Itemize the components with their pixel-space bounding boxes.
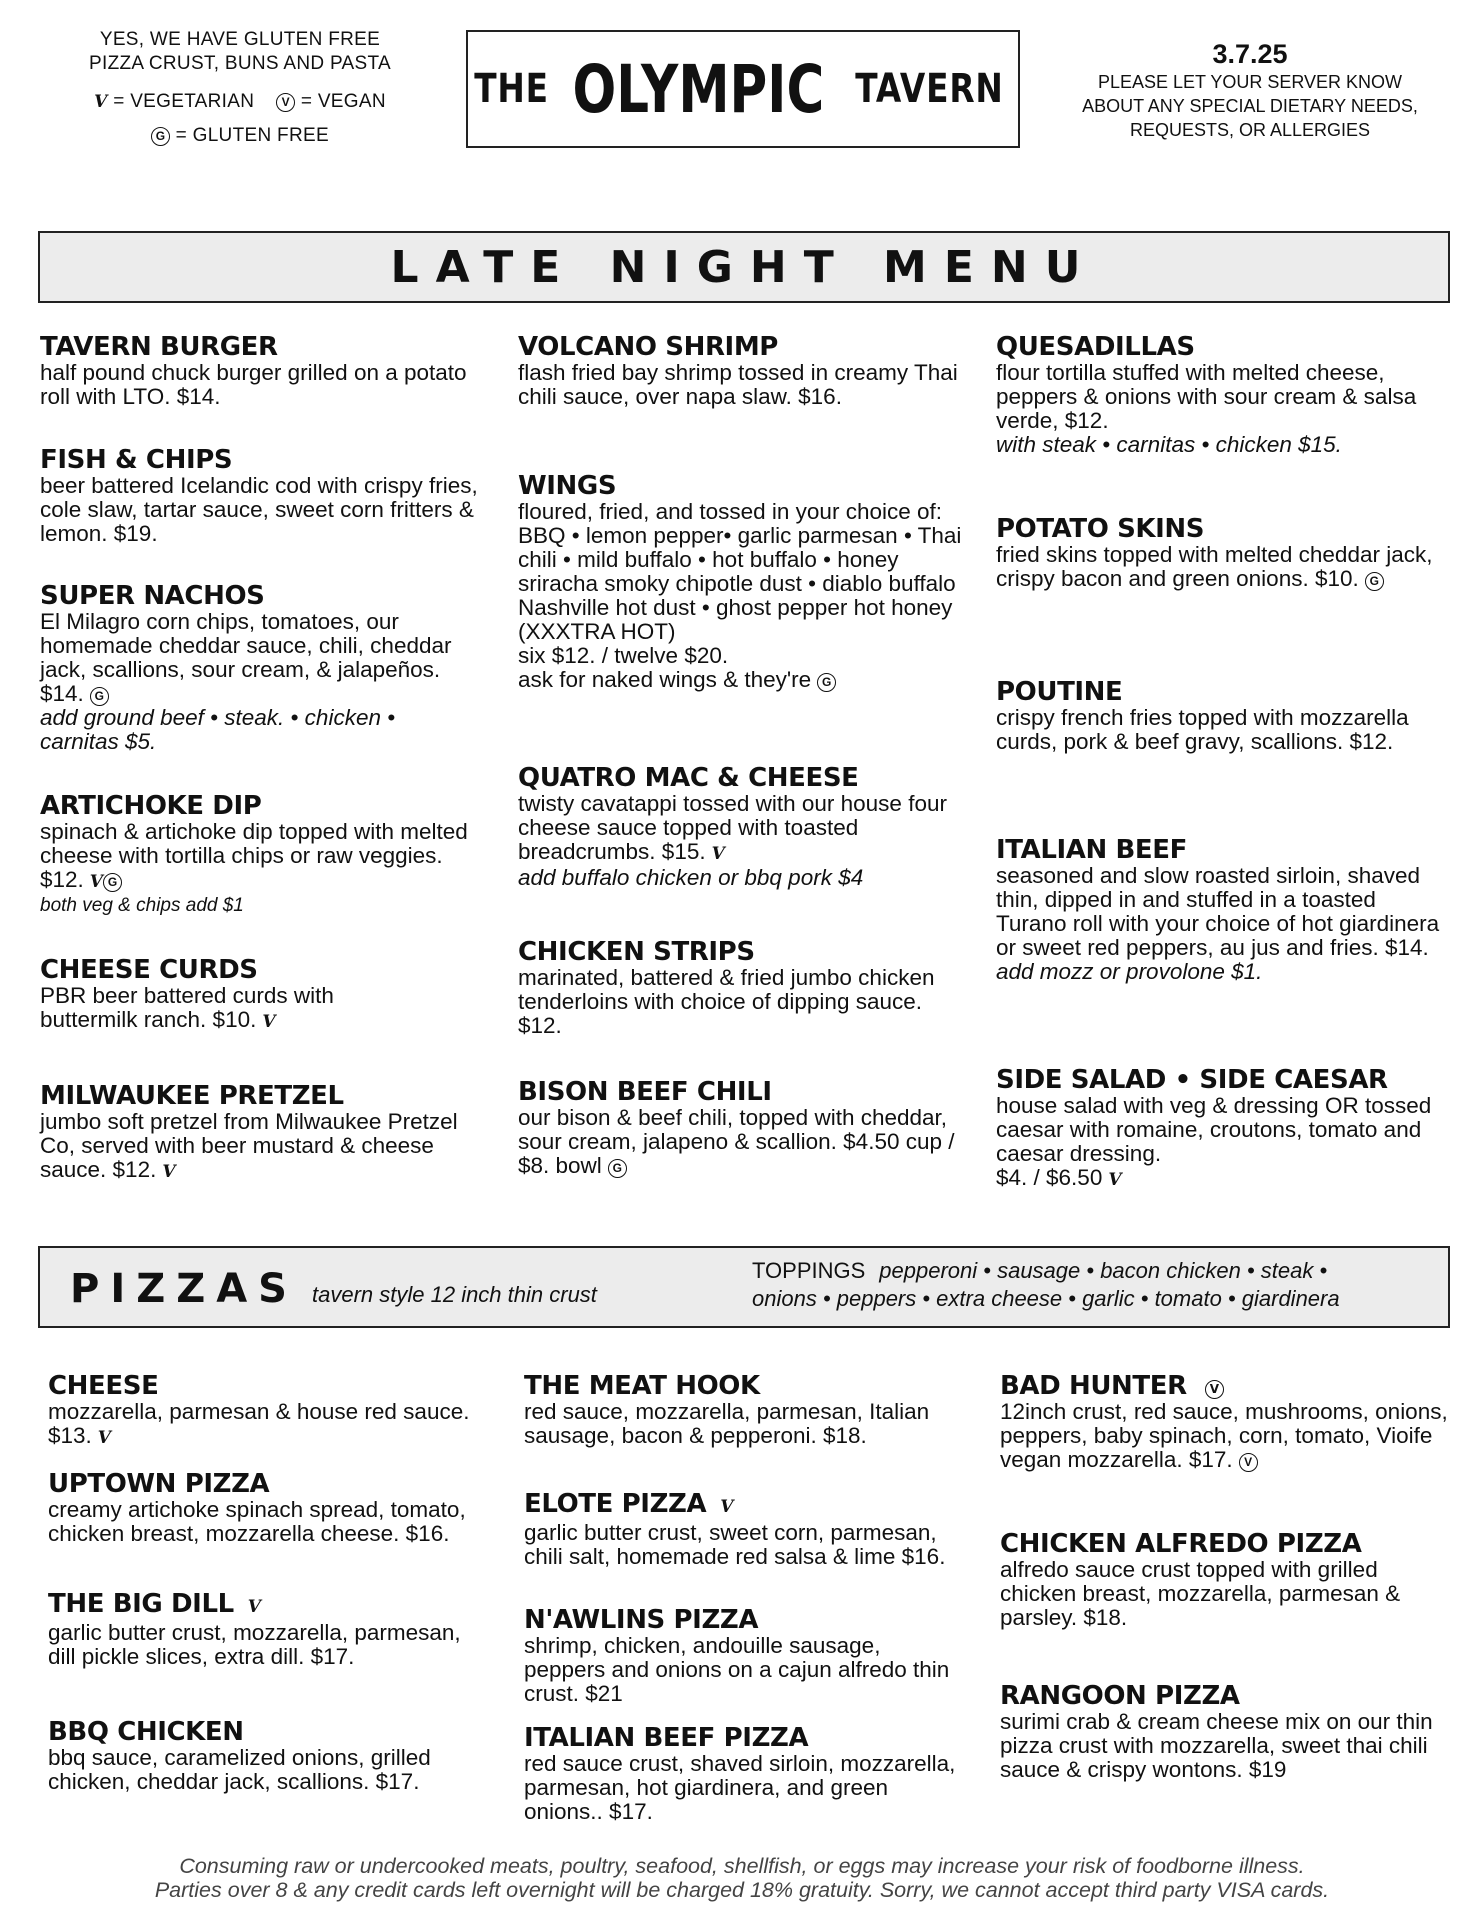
vegetarian-icon: V — [262, 1012, 276, 1032]
menu-item-side-salad — [996, 1066, 1446, 1192]
menu-item-quatro-mac-cheese — [518, 764, 978, 890]
item-name: SUPER NACHOS — [40, 581, 265, 611]
logo-olympic: OLYMPIC — [572, 50, 824, 128]
menu-item-chicken-strips — [518, 938, 958, 1038]
vegetarian-icon: V — [711, 844, 725, 864]
vegetarian-icon: V — [89, 872, 103, 892]
item-name: VOLCANO SHRIMP — [518, 332, 778, 362]
vegetarian-icon: V — [247, 1597, 261, 1617]
item-name: ITALIAN BEEF PIZZA — [524, 1723, 809, 1753]
item-name: ITALIAN BEEF — [996, 835, 1187, 865]
gluten-free-icon: G — [103, 873, 122, 892]
vegan-icon: V — [276, 93, 295, 112]
item-note: add ground beef • steak. • chicken • carnitas $5. — [40, 705, 396, 754]
item-name: CHEESE CURDS — [40, 955, 258, 985]
late-night-banner — [38, 231, 1450, 303]
item-desc: PBR beer battered curds with buttermilk ranch. $10. V — [40, 983, 334, 1032]
pizza-elote — [524, 1490, 964, 1569]
item-desc: our bison & beef chili, topped with cheddar, sour cream, jalapeno & scallion. $4.50 cup / $8. bowl G — [518, 1105, 955, 1178]
item-name: MILWAUKEE PRETZEL — [40, 1081, 344, 1111]
item-desc: flash fried bay shrimp tossed in creamy Thai chili sauce, over napa slaw. $16. — [518, 360, 958, 409]
vegetarian-icon: V — [162, 1162, 176, 1182]
item-desc: beer battered Icelandic cod with crispy fries, cole slaw, tartar sauce, sweet corn fritters & lemon. $19. — [40, 473, 478, 546]
notice-line-2: ABOUT ANY SPECIAL DIETARY NEEDS, — [1082, 96, 1418, 116]
item-desc: floured, fried, and tossed in your choice of: BBQ • lemon pepper• garlic parmesan • Thai chili • mild buffalo • hot buffalo • honey sriracha smoky chipotle dust • diablo buffalo Nashville hot dust • ghost pepper hot honey (XXXTRA HOT) — [518, 499, 962, 644]
item-desc: El Milagro corn chips, tomatoes, our homemade cheddar sauce, chili, cheddar jack, scallions, sour cream, & jalapeños. $14. G — [40, 609, 452, 706]
gluten-free-icon: G — [608, 1159, 627, 1178]
item-desc: mozzarella, parmesan & house red sauce. $13. V — [48, 1399, 470, 1448]
item-name: WINGS — [518, 471, 617, 501]
item-name: QUATRO MAC & CHEESE — [518, 763, 859, 793]
gluten-free-line-1: YES, WE HAVE GLUTEN FREE — [99, 29, 381, 50]
item-name: SIDE SALAD • SIDE CAESAR — [996, 1065, 1388, 1095]
item-desc: twisty cavatappi tossed with our house four cheese sauce topped with toasted breadcrumbs. $15. V — [518, 791, 947, 864]
pizzas-title: PIZZAS — [70, 1266, 298, 1312]
item-note: with steak • carnitas • chicken $15. — [996, 432, 1342, 457]
pizza-the-big-dill — [48, 1590, 488, 1669]
item-price: six $12. / twelve $20. — [518, 643, 729, 668]
restaurant-logo — [466, 30, 1020, 148]
item-name: THE MEAT HOOK — [524, 1371, 760, 1401]
toppings-list-1: pepperoni • sausage • bacon chicken • steak • — [879, 1258, 1328, 1283]
item-name: BBQ CHICKEN — [48, 1717, 244, 1747]
pizza-italian-beef — [524, 1724, 964, 1824]
menu-footer — [60, 1854, 1424, 1902]
vegetarian-icon: V — [1108, 1170, 1122, 1190]
pizza-uptown — [48, 1470, 488, 1546]
pizza-chicken-alfredo — [1000, 1530, 1450, 1630]
pizza-the-meat-hook — [524, 1372, 964, 1448]
menu-item-poutine — [996, 678, 1436, 754]
vegan-icon: V — [1239, 1453, 1258, 1472]
item-name: RANGOON PIZZA — [1000, 1681, 1240, 1711]
menu-date: 3.7.25 — [1212, 39, 1288, 69]
notice-line-3: REQUESTS, OR ALLERGIES — [1129, 120, 1371, 140]
pizzas-subtitle: tavern style 12 inch thin crust — [312, 1282, 597, 1307]
item-price: $4. / $6.50 V — [996, 1165, 1122, 1190]
menu-item-bison-beef-chili — [518, 1078, 958, 1178]
pizzas-banner — [38, 1246, 1450, 1328]
item-name: TAVERN BURGER — [40, 332, 278, 362]
item-note: add mozz or provolone $1. — [996, 959, 1263, 984]
vegan-icon: V — [1205, 1380, 1224, 1399]
item-note: ask for naked wings & they're G — [518, 668, 968, 692]
menu-item-wings — [518, 472, 968, 692]
logo-the: THE — [473, 66, 549, 112]
item-name: BAD HUNTER V — [1000, 1372, 1450, 1400]
notice-line-1: PLEASE LET YOUR SERVER KNOW — [1097, 72, 1403, 92]
item-desc: creamy artichoke spinach spread, tomato, chicken breast, mozzarella cheese. $16. — [48, 1497, 466, 1546]
pizza-toppings — [752, 1257, 1442, 1313]
logo-tavern: TAVERN — [855, 66, 1005, 112]
item-desc: shrimp, chicken, andouille sausage, peppers and onions on a cajun alfredo thin crust. $21 — [524, 1633, 950, 1706]
dietary-info-block — [60, 28, 420, 148]
menu-item-volcano-shrimp — [518, 333, 958, 409]
item-desc: garlic butter crust, mozzarella, parmesan, dill pickle slices, extra dill. $17. — [48, 1620, 461, 1669]
item-name: POTATO SKINS — [996, 514, 1205, 544]
menu-item-super-nachos — [40, 582, 480, 754]
item-name: QUESADILLAS — [996, 332, 1195, 362]
gluten-free-icon: G — [817, 673, 836, 692]
item-name: POUTINE — [996, 677, 1123, 707]
vegetarian-icon: V — [97, 1428, 111, 1448]
menu-item-milwaukee-pretzel — [40, 1082, 486, 1184]
toppings-list-2: onions • peppers • extra cheese • garlic • tomato • giardinera — [752, 1286, 1340, 1311]
item-desc: crispy french fries topped with mozzarella curds, pork & beef gravy, scallions. $12. — [996, 705, 1409, 754]
item-desc: spinach & artichoke dip topped with melted cheese with tortilla chips or raw veggies. $12. V G — [40, 819, 468, 892]
food-safety-notice: Consuming raw or undercooked meats, poultry, seafood, shellfish, or eggs may increase your risk of foodborne illness. — [179, 1854, 1305, 1878]
legend-gluten-free: G = GLUTEN FREE — [60, 124, 420, 148]
item-desc: flour tortilla stuffed with melted cheese, peppers & onions with sour cream & salsa verde, $12. — [996, 360, 1417, 433]
item-name: N'AWLINS PIZZA — [524, 1605, 759, 1635]
item-desc: seasoned and slow roasted sirloin, shaved thin, dipped in and stuffed in a toasted Turano roll with your choice of hot giardinera or sweet red peppers, au jus and fries. $14. — [996, 863, 1440, 960]
menu-item-potato-skins — [996, 515, 1436, 591]
pizza-bad-hunter — [1000, 1372, 1450, 1472]
gluten-free-line-2: PIZZA CRUST, BUNS AND PASTA — [89, 53, 391, 74]
pizza-nawlins — [524, 1606, 964, 1706]
vegetarian-icon: V — [720, 1497, 734, 1517]
item-desc: marinated, battered & fried jumbo chicken tenderloins with choice of dipping sauce. $12. — [518, 965, 935, 1038]
item-desc: garlic butter crust, sweet corn, parmesan, chili salt, homemade red salsa & lime $16. — [524, 1520, 946, 1569]
item-desc: surimi crab & cream cheese mix on our thin pizza crust with mozzarella, sweet thai chili sauce & crispy wontons. $19 — [1000, 1709, 1433, 1782]
item-desc: jumbo soft pretzel from Milwaukee Pretzel Co, served with beer mustard & cheese sauce. $12. V — [40, 1109, 458, 1182]
item-name: CHICKEN STRIPS — [518, 937, 755, 967]
gluten-free-icon: G — [1365, 572, 1384, 591]
legend-vegan: V = VEGAN — [276, 90, 386, 114]
dietary-legend — [60, 90, 420, 114]
item-desc: 12inch crust, red sauce, mushrooms, onions, peppers, baby spinach, corn, tomato, Vioife vegan mozzarella. $17. V — [1000, 1399, 1448, 1472]
item-desc: alfredo sauce crust topped with grilled chicken breast, mozzarella, parmesan & parsley. $18. — [1000, 1557, 1401, 1630]
menu-item-fish-chips — [40, 446, 480, 546]
gratuity-notice: Parties over 8 & any credit cards left overnight will be charged 18% gratuity. Sorry, we cannot accept third party VISA cards. — [154, 1878, 1330, 1902]
item-note: both veg & chips add $1 — [40, 895, 244, 916]
item-name: FISH & CHIPS — [40, 445, 233, 475]
item-name: CHEESE — [48, 1371, 159, 1401]
gluten-free-icon: G — [90, 687, 109, 706]
item-name: THE BIG DILL V — [48, 1589, 261, 1619]
pizza-bbq-chicken — [48, 1718, 488, 1794]
item-name: CHICKEN ALFREDO PIZZA — [1000, 1529, 1362, 1559]
gluten-free-icon: G — [151, 127, 170, 146]
item-desc: fried skins topped with melted cheddar jack, crispy bacon and green onions. $10. G — [996, 542, 1433, 591]
toppings-label: TOPPINGS — [752, 1258, 866, 1283]
item-name: UPTOWN PIZZA — [48, 1469, 270, 1499]
item-desc: bbq sauce, caramelized onions, grilled chicken, cheddar jack, scallions. $17. — [48, 1745, 431, 1794]
item-name: ELOTE PIZZA V — [524, 1489, 734, 1519]
vegetarian-icon: V — [94, 92, 108, 112]
late-night-title: LATE NIGHT MENU — [390, 241, 1098, 293]
item-desc: red sauce crust, shaved sirloin, mozzarella, parmesan, hot giardinera, and green onions.. $17. — [524, 1751, 956, 1824]
item-name: ARTICHOKE DIP — [40, 791, 262, 821]
legend-vegetarian: V = VEGETARIAN — [94, 91, 255, 112]
pizza-rangoon — [1000, 1682, 1450, 1782]
item-desc: half pound chuck burger grilled on a potato roll with LTO. $14. — [40, 360, 467, 409]
menu-item-artichoke-dip — [40, 792, 480, 918]
menu-item-italian-beef — [996, 836, 1446, 984]
item-desc: red sauce, mozzarella, parmesan, Italian sausage, bacon & pepperoni. $18. — [524, 1399, 930, 1448]
item-note: add buffalo chicken or bbq pork $4 — [518, 865, 864, 890]
pizza-cheese — [48, 1372, 498, 1450]
menu-item-tavern-burger — [40, 333, 480, 409]
item-name: BISON BEEF CHILI — [518, 1077, 772, 1107]
menu-item-quesadillas — [996, 333, 1436, 457]
item-desc: house salad with veg & dressing OR tossed caesar with romaine, croutons, tomato and caesar dressing. — [996, 1093, 1432, 1166]
server-notice-block — [1060, 38, 1440, 142]
menu-item-cheese-curds — [40, 956, 480, 1034]
